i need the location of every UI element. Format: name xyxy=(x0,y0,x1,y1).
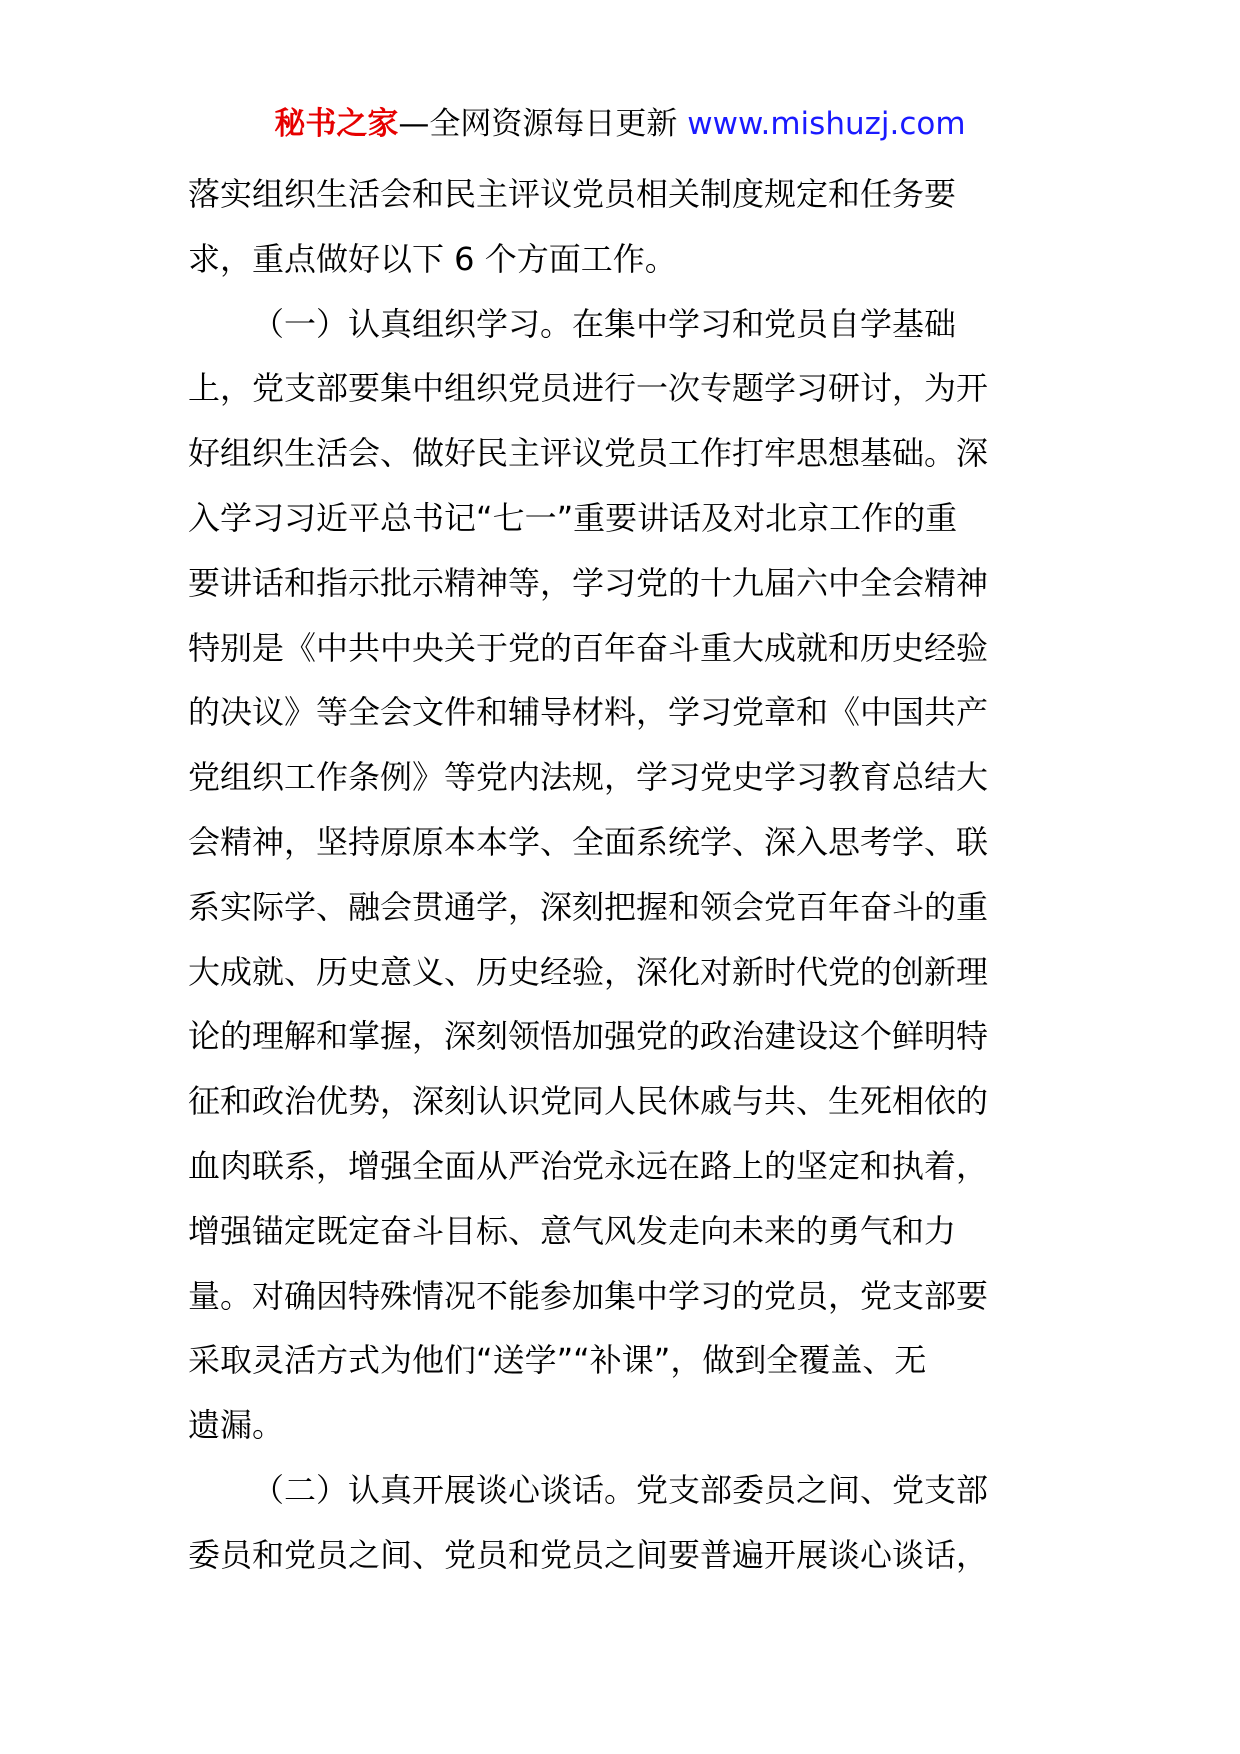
text-line: 采取灵活方式为他们“送学”“补课”，做到全覆盖、无 xyxy=(188,1341,927,1380)
text-line: 大成就、历史意义、历史经验，深化对新时代党的创新理 xyxy=(188,952,989,991)
text-line: 上，党支部要集中组织党员进行一次专题学习研讨，为开 xyxy=(188,369,989,408)
text-line: 好组织生活会、做好民主评议党员工作打牢思想基础。深 xyxy=(188,434,989,473)
text-line: 增强锚定既定奋斗目标、意气风发走向未来的勇气和力 xyxy=(188,1211,957,1250)
text-line: 系实际学、融会贯通学，深刻把握和领会党百年奋斗的重 xyxy=(188,887,989,926)
text-line: 党组织工作条例》等党内法规，学习党史学习教育总结大 xyxy=(188,758,989,797)
site-url-link[interactable]: www.mishuzj.com xyxy=(687,106,966,142)
text-line: 特别是《中共中央关于党的百年奋斗重大成就和历史经验 xyxy=(188,628,989,667)
site-header xyxy=(0,102,1240,146)
text-line: 量。对确因特殊情况不能参加集中学习的党员，党支部要 xyxy=(188,1276,989,1315)
site-brand: 秘书之家 xyxy=(274,106,399,142)
text-line: 征和政治优势，深刻认识党同人民休戚与共、生死相依的 xyxy=(188,1082,989,1121)
text-line: 落实组织生活会和民主评议党员相关制度规定和任务要 xyxy=(188,175,957,213)
text-line: 血肉联系，增强全面从严治党永远在路上的坚定和执着， xyxy=(188,1146,989,1185)
text-line: 入学习习近平总书记“七一”重要讲话及对北京工作的重 xyxy=(188,498,958,537)
text-line: （二）认真开展谈心谈话。党支部委员之间、党支部 xyxy=(252,1470,989,1509)
text-line: 的决议》等全会文件和辅导材料，学习党章和《中国共产 xyxy=(188,693,989,732)
text-line: （一）认真组织学习。在集中学习和党员自学基础 xyxy=(252,304,957,343)
paragraph-3 xyxy=(188,1458,1052,1588)
paragraph-1 xyxy=(188,162,1052,292)
text-line: 要讲话和指示批示精神等，学习党的十九届六中全会精神 xyxy=(188,563,989,602)
text-line: 会精神，坚持原原本本学、全面系统学、深入思考学、联 xyxy=(188,822,989,861)
document-body xyxy=(188,162,1052,1588)
text-line: 论的理解和掌握，深刻领悟加强党的政治建设这个鲜明特 xyxy=(188,1017,989,1056)
text-line: 遗漏。 xyxy=(188,1406,285,1445)
text-line: 求，重点做好以下 6 个方面工作。 xyxy=(188,239,677,278)
site-tagline: —全网资源每日更新 xyxy=(398,106,678,142)
paragraph-2 xyxy=(188,292,1052,1458)
text-line: 委员和党员之间、党员和党员之间要普遍开展谈心谈话， xyxy=(188,1535,989,1574)
